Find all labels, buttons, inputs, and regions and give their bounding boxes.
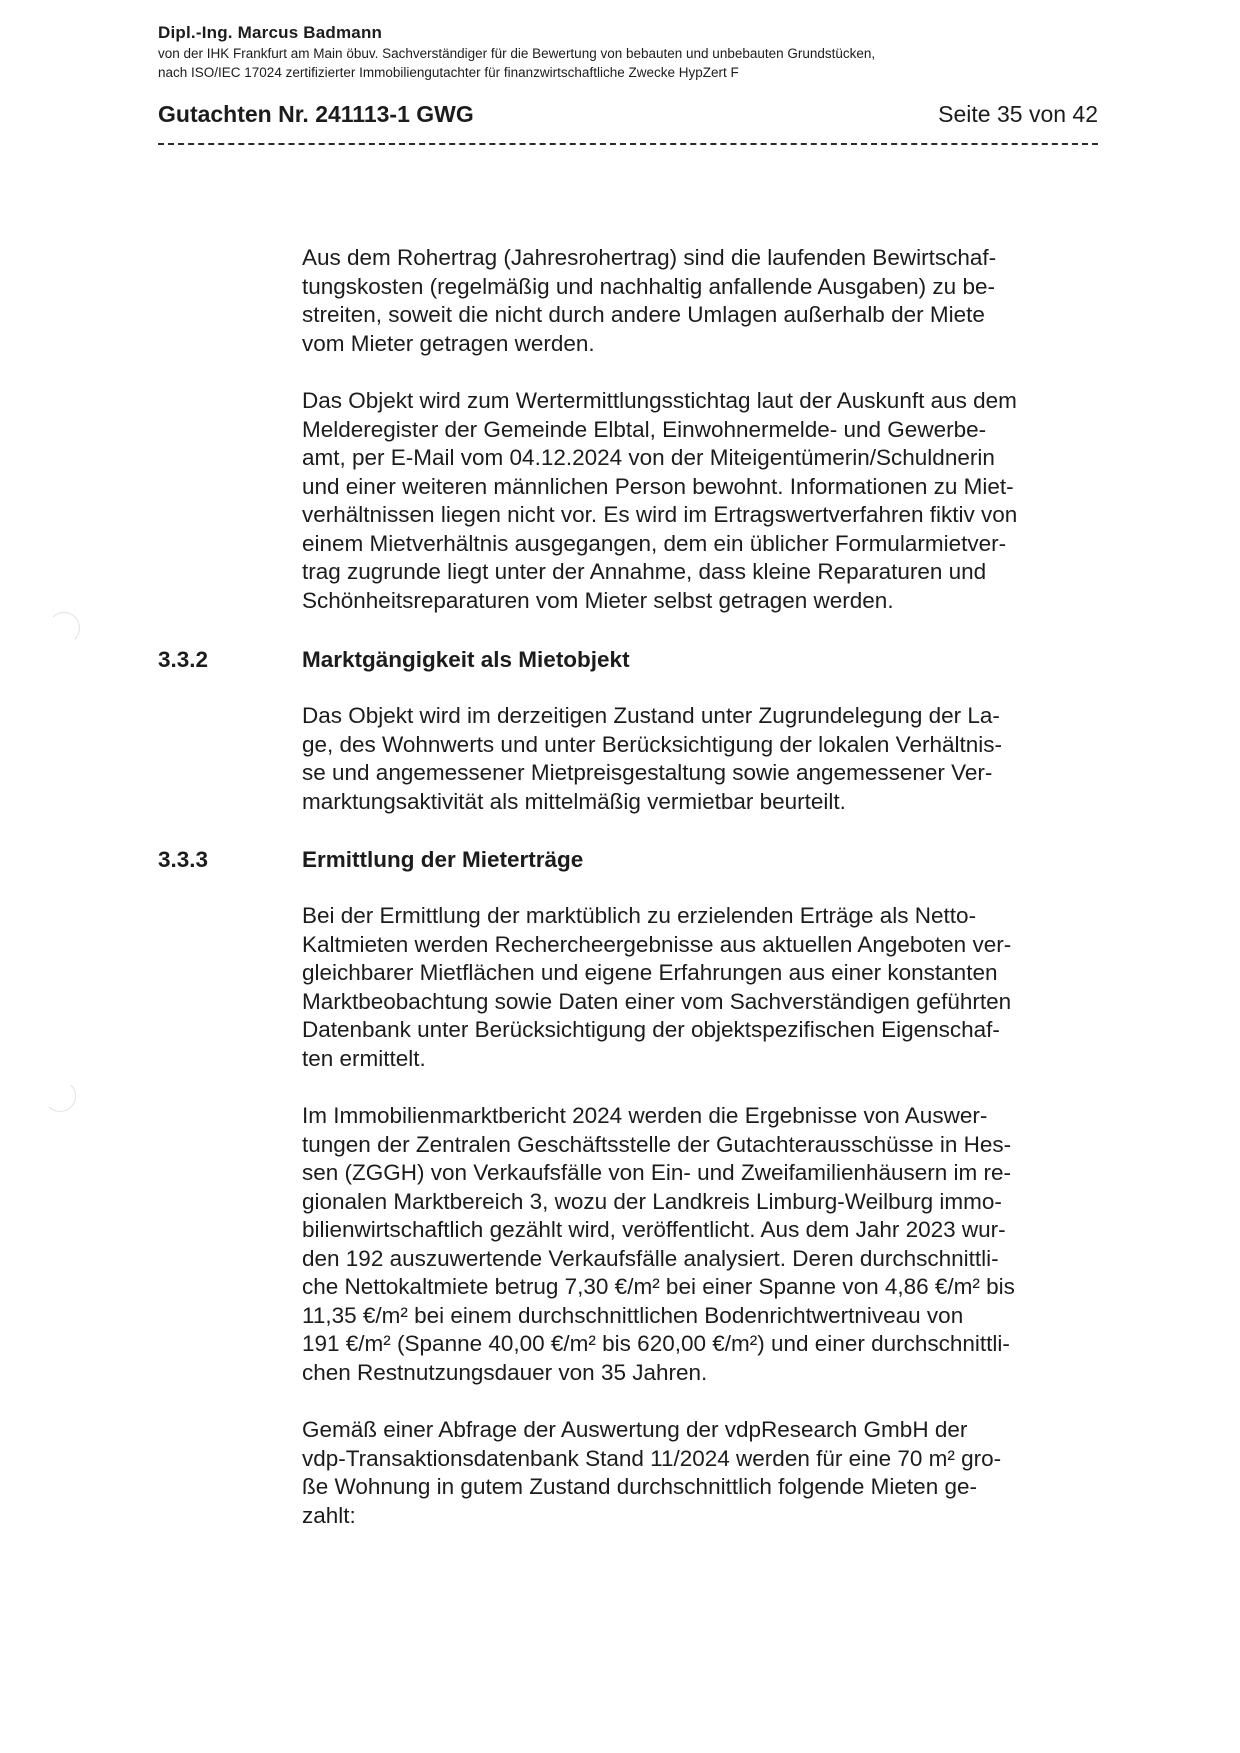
section-number: 3.3.2 bbox=[158, 647, 209, 672]
text-line: 191 €/m² (Spanne 40,00 €/m² bis 620,00 €/m²) und einer durchschnittli- bbox=[302, 1331, 1010, 1356]
letterhead bbox=[158, 22, 1098, 82]
text-line: ße Wohnung in gutem Zustand durchschnittlich folgende Mieten ge- bbox=[302, 1474, 977, 1499]
punch-hole-mark bbox=[44, 1080, 76, 1112]
paragraph-vdp-research bbox=[302, 1416, 1082, 1530]
text-line: marktungsaktivität als mittelmäßig vermietbar beurteilt. bbox=[302, 788, 846, 814]
text-line: Schönheitsreparaturen vom Mieter selbst getragen werden. bbox=[302, 587, 894, 613]
text-line: Aus dem Rohertrag (Jahresrohertrag) sind die laufenden Bewirtschaf- bbox=[302, 245, 997, 270]
text-line: Marktbeobachtung sowie Daten einer vom Sachverständigen geführten bbox=[302, 988, 1012, 1014]
paragraph-gross-yield bbox=[302, 244, 1082, 358]
report-number: Gutachten Nr. 241113-1 GWG bbox=[158, 101, 474, 127]
header-divider bbox=[158, 143, 1098, 145]
author-credential-1: von der IHK Frankfurt am Main öbuv. Sachverständiger für die Bewertung von bebauten und unbebauten Grundstücken, bbox=[158, 46, 876, 61]
text-line: amt, per E-Mail vom 04.12.2024 von der Miteigentümerin/Schuldnerin bbox=[302, 445, 995, 470]
text-line: Das Objekt wird zum Wertermittlungsstichtag laut der Auskunft aus dem bbox=[302, 388, 1017, 413]
punch-hole-mark bbox=[48, 612, 80, 644]
text-line: Kaltmieten werden Rechercheergebnisse aus aktuellen Angeboten ver- bbox=[302, 931, 1012, 957]
text-line: tungskosten (regelmäßig und nachhaltig anfallende Ausgaben) zu be- bbox=[302, 273, 995, 299]
text-line: tungen der Zentralen Geschäftsstelle der Gutachterausschüsse in Hes- bbox=[302, 1131, 1012, 1157]
text-line: den 192 auszuwertende Verkaufsfälle analysiert. Deren durchschnittli- bbox=[302, 1245, 999, 1271]
text-line: und einer weiteren männlichen Person bewohnt. Informationen zu Miet- bbox=[302, 473, 1014, 499]
text-line: gleichbarer Mietflächen und eigene Erfahrungen aus einer konstanten bbox=[302, 960, 998, 985]
author-credential-2: nach ISO/IEC 17024 zertifizierter Immobiliengutachter für finanzwirtschaftliche Zwecke HypZert F bbox=[158, 65, 739, 80]
text-line: Gemäß einer Abfrage der Auswertung der vdpResearch GmbH der bbox=[302, 1417, 968, 1442]
text-line: Datenbank unter Berücksichtigung der objektspezifischen Eigenschaf- bbox=[302, 1017, 1000, 1042]
section-title: Marktgängigkeit als Mietobjekt bbox=[302, 647, 630, 672]
author-name: Dipl.-Ing. Marcus Badmann bbox=[158, 23, 383, 42]
text-line: 11,35 €/m² bei einem durchschnittlichen Bodenrichtwertniveau von bbox=[302, 1302, 964, 1328]
paragraph-occupancy bbox=[302, 387, 1082, 615]
text-line: Melderegister der Gemeinde Elbtal, Einwohnermelde- und Gewerbe- bbox=[302, 416, 987, 442]
text-line: se und angemessener Mietpreisgestaltung sowie angemessener Ver- bbox=[302, 760, 993, 785]
text-line: ge, des Wohnwerts und unter Berücksichtigung der lokalen Verhältnis- bbox=[302, 731, 1002, 757]
text-line: ten ermittelt. bbox=[302, 1045, 426, 1071]
text-line: Das Objekt wird im derzeitigen Zustand unter Zugrundelegung der La- bbox=[302, 703, 1000, 728]
text-line: trag zugrunde liegt unter der Annahme, dass kleine Reparaturen und bbox=[302, 559, 987, 584]
text-line: einem Mietverhältnis ausgegangen, dem ein üblicher Formularmietver- bbox=[302, 530, 1007, 556]
text-line: sen (ZGGH) von Verkaufsfälle von Ein- und Zweifamilienhäusern im re- bbox=[302, 1160, 1012, 1185]
text-line: Bei der Ermittlung der marktüblich zu erzielenden Erträge als Netto- bbox=[302, 903, 977, 928]
text-line: zahlt: bbox=[302, 1502, 356, 1528]
text-line: streiten, soweit die nicht durch andere Umlagen außerhalb der Miete bbox=[302, 302, 985, 327]
report-header bbox=[158, 100, 1098, 134]
text-line: vdp-Transaktionsdatenbank Stand 11/2024 werden für eine 70 m² gro- bbox=[302, 1445, 1002, 1471]
page-number: Seite 35 von 42 bbox=[938, 101, 1098, 127]
section-number: 3.3.3 bbox=[158, 847, 209, 872]
section-title: Ermittlung der Mieterträge bbox=[302, 847, 584, 872]
text-line: vom Mieter getragen werden. bbox=[302, 330, 595, 356]
text-line: bilienwirtschaftlich gezählt wird, veröffentlicht. Aus dem Jahr 2023 wur- bbox=[302, 1217, 1006, 1242]
text-line: chen Restnutzungsdauer von 35 Jahren. bbox=[302, 1359, 708, 1385]
text-line: Im Immobilienmarktbericht 2024 werden die Ergebnisse von Auswer- bbox=[302, 1103, 988, 1128]
text-line: che Nettokaltmiete betrug 7,30 €/m² bei einer Spanne von 4,86 €/m² bis bbox=[302, 1274, 1015, 1299]
paragraph-rental-income bbox=[302, 902, 1082, 1073]
paragraph-marketability bbox=[302, 702, 1082, 816]
text-line: gionalen Marktbereich 3, wozu der Landkreis Limburg-Weilburg immo- bbox=[302, 1188, 1002, 1214]
text-line: verhältnissen liegen nicht vor. Es wird im Ertragswertverfahren fiktiv von bbox=[302, 502, 1018, 527]
paragraph-market-report bbox=[302, 1102, 1082, 1387]
